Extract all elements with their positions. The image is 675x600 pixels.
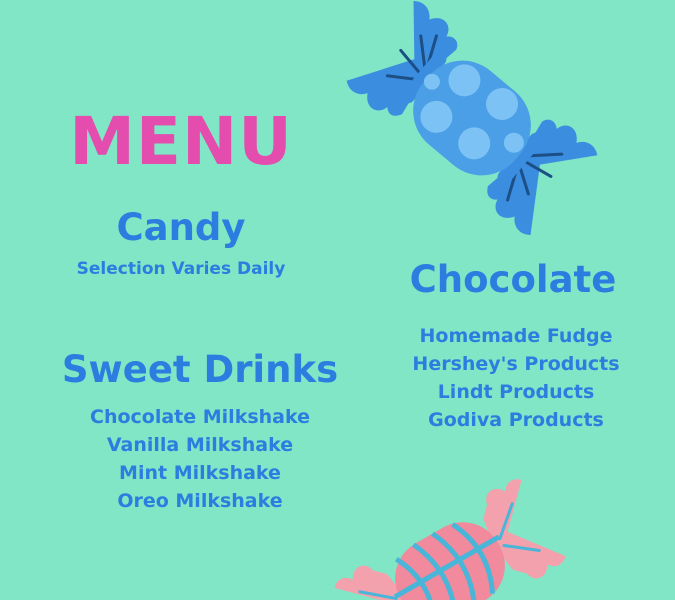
- list-item: Vanilla Milkshake: [106, 434, 294, 456]
- menu-title: MENU: [69, 103, 293, 180]
- list-item: Hershey's Products: [412, 353, 620, 375]
- blue-polka-dot-candy-icon: [344, 0, 601, 239]
- list-item: Oreo Milkshake: [117, 490, 283, 512]
- candy-subtitle: Selection Varies Daily: [76, 259, 286, 279]
- sweet-drinks-heading: Sweet Drinks: [61, 348, 339, 391]
- chocolate-heading: Chocolate: [409, 258, 617, 301]
- sweet-drinks-list: [20, 403, 380, 515]
- list-item: Mint Milkshake: [119, 462, 281, 484]
- chocolate-list: [396, 322, 636, 434]
- list-item: Chocolate Milkshake: [90, 406, 310, 428]
- list-item: Godiva Products: [428, 409, 604, 431]
- list-item: Lindt Products: [437, 381, 595, 403]
- candy-heading: Candy: [116, 206, 246, 249]
- list-item: Homemade Fudge: [419, 325, 613, 347]
